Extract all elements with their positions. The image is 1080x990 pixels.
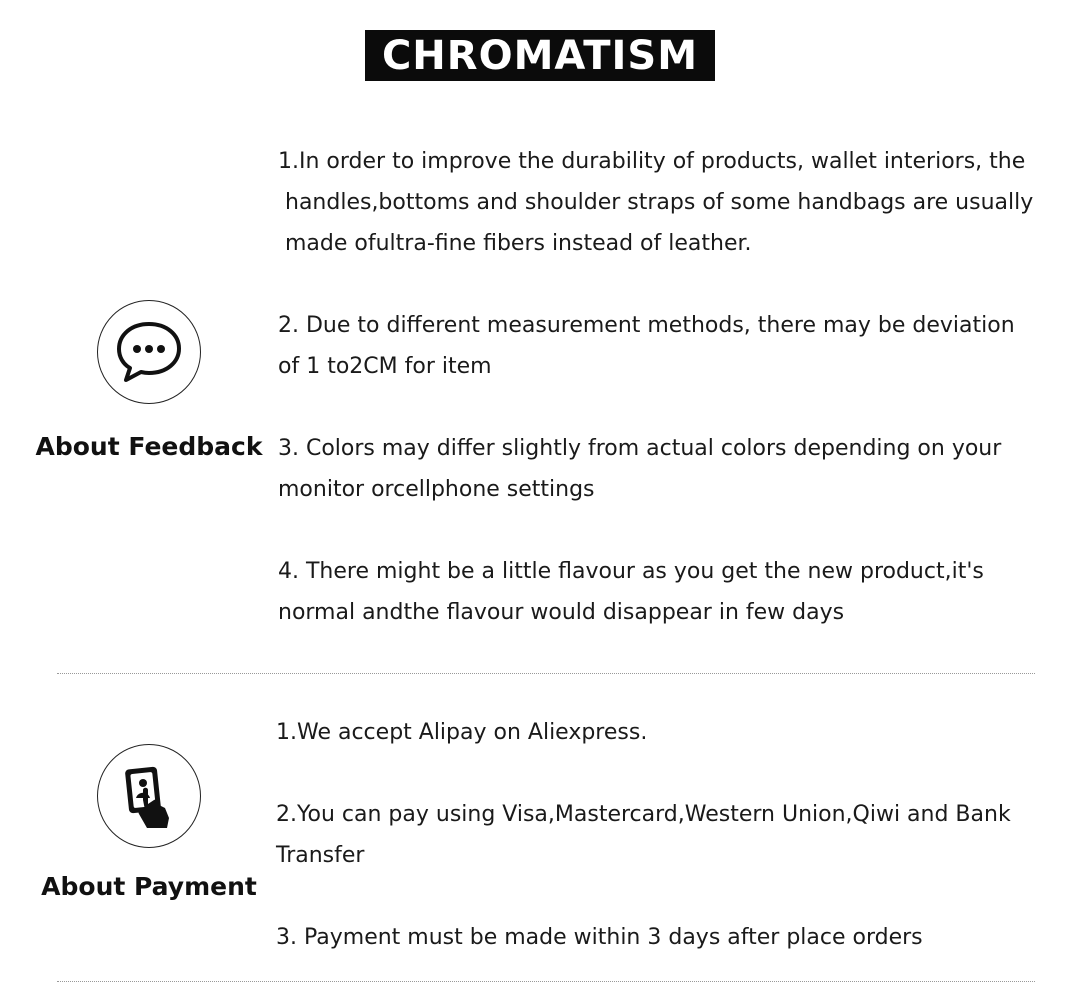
about-feedback-label: About Feedback xyxy=(35,432,263,461)
payment-item-2: 2.You can pay using Visa,Mastercard,Western Union,Qiwi and Bank Transfer xyxy=(276,802,1011,868)
speech-bubble-icon xyxy=(97,300,201,404)
payment-item-1: 1.We accept Alipay on Aliexpress. xyxy=(276,720,648,745)
chromatism-banner xyxy=(365,30,715,81)
payment-item-3: 3. Payment must be made within 3 days after place orders xyxy=(276,925,923,950)
about-payment-label: About Payment xyxy=(41,872,257,901)
feedback-item-1: 1.In order to improve the durability of products, wallet interiors, the handles,bottoms and shoulder straps of some handbags are usually made ofultra-fine fibers instead of leather. xyxy=(278,149,1034,256)
feedback-item-2: 2. Due to different measurement methods, there may be deviation of 1 to2CM for item xyxy=(278,313,1015,379)
feedback-item-3: 3. Colors may differ slightly from actual colors depending on your monitor orcellphone settings xyxy=(278,436,1002,502)
bottom-divider xyxy=(57,981,1035,982)
hand-holding-card-icon xyxy=(97,744,201,848)
feedback-item-4: 4. There might be a little flavour as you get the new product,it's normal andthe flavour would disappear in few days xyxy=(278,559,984,625)
banner-title: CHROMATISM xyxy=(381,32,699,79)
section-divider xyxy=(57,673,1035,674)
